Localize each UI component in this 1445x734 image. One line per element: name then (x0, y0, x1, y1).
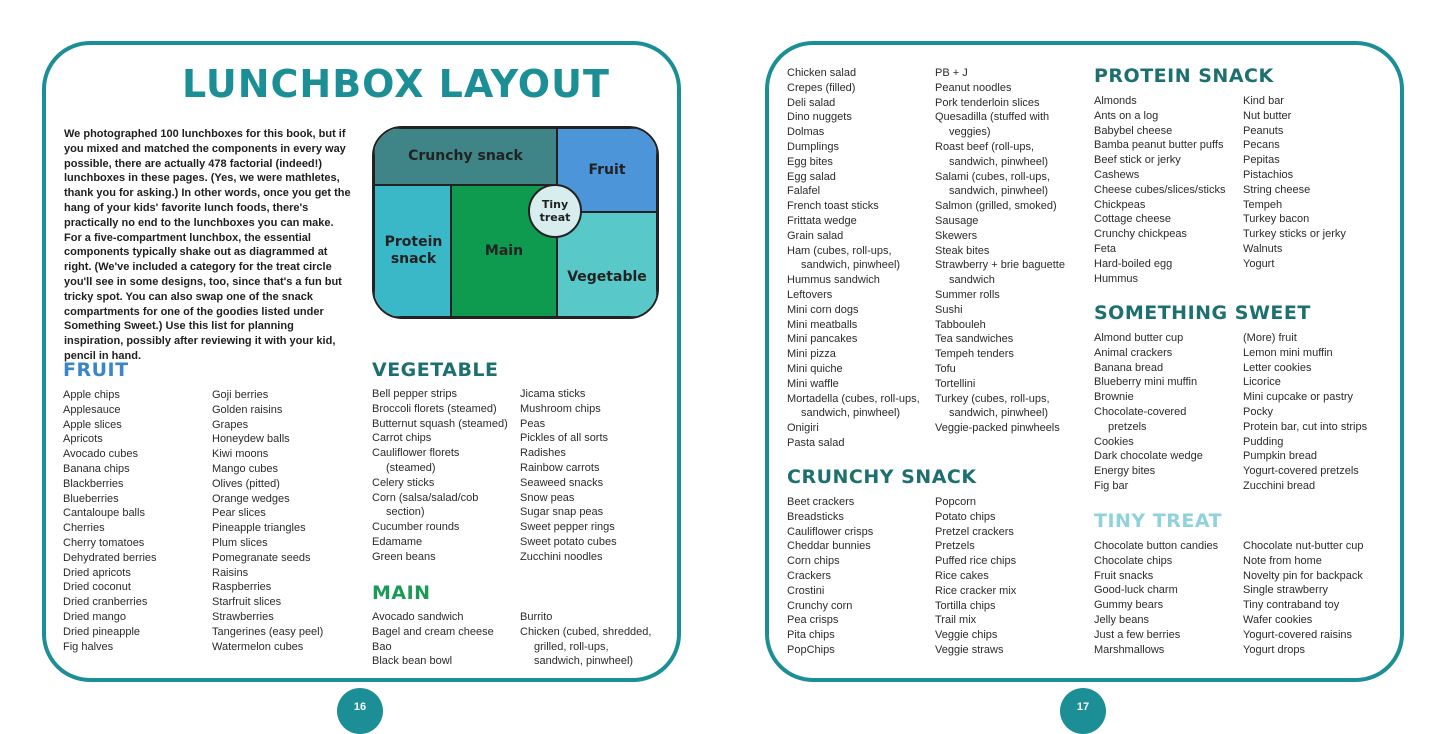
list-item: Potato chips (935, 510, 996, 523)
list-item: Licorice (1243, 376, 1281, 389)
list-item: Broccoli florets (steamed) (372, 402, 497, 415)
vegetable-list-1 (372, 387, 517, 565)
list-item: Yogurt drops (1243, 643, 1305, 656)
list-item: Brownie (1094, 391, 1134, 404)
list-item: Crackers (787, 569, 832, 582)
list-item: Radishes (520, 447, 566, 460)
list-item: Celery sticks (372, 476, 435, 489)
list-item: Edamame (372, 535, 423, 548)
list-item: Mushroom chips (520, 402, 601, 415)
list-item: Sausage (935, 214, 979, 227)
list-item: Crunchy corn (787, 599, 853, 612)
list-item: pretzels (1108, 420, 1147, 433)
diagram-vegetable: Vegetable (557, 212, 657, 317)
diagram-fruit: Fruit (557, 128, 657, 212)
list-item: Energy bites (1094, 465, 1156, 478)
list-item: sandwich (949, 274, 995, 287)
list-item: Orange wedges (212, 492, 290, 505)
list-item: Cucumber rounds (372, 521, 460, 534)
list-item: Veggie-packed pinwheels (935, 422, 1060, 435)
list-item: Mini cupcake or pastry (1243, 391, 1354, 404)
crunchy-list-1 (787, 495, 932, 658)
list-item: Cantaloupe balls (63, 507, 145, 520)
list-item: Seaweed snacks (520, 476, 604, 489)
list-item: Chocolate chips (1094, 554, 1173, 567)
list-item: Falafel (787, 185, 821, 198)
list-item: sandwich, pinwheel) (534, 655, 634, 668)
sweet-list-2 (1243, 331, 1391, 494)
list-item: Beef stick or jerky (1094, 154, 1181, 167)
list-item: Peanut noodles (935, 81, 1012, 94)
list-item: Fig halves (63, 640, 114, 653)
something-sweet-heading: SOMETHING SWEET (1094, 302, 1311, 324)
list-item: Cherry tomatoes (63, 536, 145, 549)
list-item: Lemon mini muffin (1243, 346, 1333, 359)
list-item: Rice cracker mix (935, 584, 1017, 597)
list-item: Blueberry mini muffin (1094, 376, 1198, 389)
list-item: Crostini (787, 584, 825, 597)
list-item: Pea crisps (787, 614, 839, 627)
list-item: Apple chips (63, 389, 120, 401)
list-item: Cashews (1094, 168, 1140, 181)
list-item: Deli salad (787, 96, 836, 109)
list-item: Salmon (grilled, smoked) (935, 200, 1057, 213)
list-item: Raspberries (212, 581, 272, 594)
list-item: Roast beef (roll-ups, (935, 140, 1035, 153)
list-item: Goji berries (212, 389, 269, 401)
list-item: Animal crackers (1094, 346, 1173, 359)
list-item: Dried coconut (63, 581, 131, 594)
list-item: Pudding (1243, 435, 1284, 448)
list-item: Cheese cubes/slices/sticks (1094, 183, 1226, 196)
list-item: Crunchy chickpeas (1094, 228, 1187, 241)
list-item: Honeydew balls (212, 433, 290, 446)
list-item: Jelly beans (1094, 613, 1150, 626)
list-item: Cheddar bunnies (787, 540, 871, 553)
list-item: Frittata wedge (787, 214, 857, 227)
list-item: Tempeh tenders (935, 348, 1014, 361)
list-item: Walnuts (1243, 242, 1283, 255)
list-item: Blueberries (63, 492, 119, 505)
list-item: Novelty pin for backpack (1243, 569, 1363, 582)
list-item: Hummus sandwich (787, 274, 880, 287)
list-item: Letter cookies (1243, 361, 1312, 374)
list-item: Turkey sticks or jerky (1243, 228, 1346, 241)
list-item: Good-luck charm (1094, 584, 1178, 597)
list-item: Breadsticks (787, 510, 844, 523)
list-item: Zucchini bread (1243, 479, 1316, 492)
list-item: Chocolate-covered (1094, 405, 1187, 418)
list-item: Mini quiche (787, 362, 843, 375)
list-item: Veggie straws (935, 643, 1004, 656)
list-item: (More) fruit (1243, 332, 1297, 344)
list-item: Pretzel crackers (935, 525, 1014, 538)
list-item: sandwich, pinwheel) (949, 155, 1049, 168)
list-item: Fig bar (1094, 479, 1129, 492)
list-item: Dried pineapple (63, 625, 141, 638)
list-item: PopChips (787, 643, 835, 656)
page-number-left: 16 (337, 688, 383, 734)
list-item: Raisins (212, 566, 249, 579)
list-item: Ants on a log (1094, 109, 1159, 122)
main-continued-list-1 (787, 66, 932, 451)
diagram-main: Main (451, 185, 557, 317)
list-item: Apple slices (63, 418, 122, 431)
list-item: Veggie chips (935, 629, 998, 642)
list-item: Gummy bears (1094, 599, 1164, 612)
list-item: Pork tenderloin slices (935, 96, 1040, 109)
list-item: Mini pancakes (787, 333, 858, 346)
list-item: Leftovers (787, 288, 833, 301)
list-item: Tangerines (easy peel) (212, 625, 324, 638)
list-item: Beet crackers (787, 496, 855, 508)
list-item: Turkey bacon (1243, 213, 1310, 226)
list-item: Yogurt-covered pretzels (1243, 465, 1359, 478)
list-item: Peanuts (1243, 124, 1284, 137)
list-item: Kiwi moons (212, 448, 269, 461)
list-item: Dried mango (63, 610, 126, 623)
list-item: Cherries (63, 522, 105, 535)
list-item: Tofu (935, 362, 956, 375)
list-item: Tortilla chips (935, 599, 996, 612)
list-item: Mini corn dogs (787, 303, 859, 316)
lunchbox-diagram (372, 126, 659, 319)
main-list-1 (372, 610, 517, 669)
list-item: Carrot chips (372, 432, 432, 445)
list-item: Bao (372, 640, 392, 653)
list-item: Babybel cheese (1094, 124, 1173, 137)
list-item: Olives (pitted) (212, 477, 280, 490)
list-item: Avocado cubes (63, 448, 139, 461)
fruit-list-2 (212, 388, 352, 654)
list-item: Mini pizza (787, 348, 836, 361)
list-item: section) (386, 506, 425, 519)
list-item: Snow peas (520, 491, 575, 504)
list-item: grilled, roll-ups, (534, 640, 609, 653)
list-item: Rainbow carrots (520, 461, 600, 474)
list-item: Almonds (1094, 95, 1137, 107)
list-item: Blackberries (63, 477, 124, 490)
list-item: Mortadella (cubes, roll-ups, (787, 392, 920, 405)
list-item: Dehydrated berries (63, 551, 157, 564)
list-item: Chocolate nut-butter cup (1243, 540, 1364, 552)
list-item: Pistachios (1243, 168, 1294, 181)
page-number-right: 17 (1060, 688, 1106, 734)
list-item: Chicken salad (787, 67, 857, 79)
list-item: Peas (520, 417, 546, 430)
list-item: sandwich, pinwheel) (949, 185, 1049, 198)
list-item: Sugar snap peas (520, 506, 604, 519)
list-item: Yogurt-covered raisins (1243, 628, 1353, 641)
list-item: Green beans (372, 550, 436, 563)
diagram-protein-snack: Protein snack (374, 185, 451, 317)
list-item: Strawberry + brie baguette (935, 259, 1065, 272)
list-item: Tempeh (1243, 198, 1283, 211)
list-item: Note from home (1243, 554, 1322, 567)
list-item: Kind bar (1243, 95, 1284, 107)
list-item: Mini meatballs (787, 318, 858, 331)
list-item: Pecans (1243, 139, 1280, 152)
list-item: Protein bar, cut into strips (1243, 420, 1368, 433)
list-item: Dino nuggets (787, 111, 852, 124)
list-item: Chicken (cubed, shredded, (520, 625, 652, 638)
list-item: Quesadilla (stuffed with (935, 111, 1050, 124)
list-item: Starfruit slices (212, 596, 282, 609)
list-item: Mini waffle (787, 377, 839, 390)
list-item: Hummus (1094, 272, 1139, 285)
tiny-list-2 (1243, 539, 1391, 657)
list-item: Wafer cookies (1243, 613, 1313, 626)
tiny-list-1 (1094, 539, 1242, 657)
list-item: Dark chocolate wedge (1094, 450, 1203, 463)
list-item: Tortellini (935, 377, 976, 390)
list-item: Sweet potato cubes (520, 535, 617, 548)
list-item: (steamed) (386, 461, 436, 474)
list-item: Cauliflower crisps (787, 525, 874, 538)
list-item: veggies) (949, 126, 991, 139)
list-item: Corn chips (787, 555, 840, 568)
list-item: Sushi (935, 303, 963, 316)
protein-list-2 (1243, 94, 1388, 272)
list-item: Grain salad (787, 229, 844, 242)
list-item: Cookies (1094, 435, 1134, 448)
list-item: Almond butter cup (1094, 332, 1184, 344)
crunchy-snack-heading: CRUNCHY SNACK (787, 466, 977, 488)
list-item: Egg salad (787, 170, 836, 183)
list-item: Skewers (935, 229, 978, 242)
list-item: Hard-boiled egg (1094, 257, 1173, 270)
fruit-list-1 (63, 388, 203, 654)
list-item: Dolmas (787, 126, 825, 139)
list-item: Marshmallows (1094, 643, 1165, 656)
list-item: Dried cranberries (63, 596, 148, 609)
list-item: Puffed rice chips (935, 555, 1017, 568)
list-item: Nut butter (1243, 109, 1292, 122)
list-item: Pocky (1243, 405, 1273, 418)
list-item: Pretzels (935, 540, 975, 553)
list-item: Banana chips (63, 462, 130, 475)
tiny-treat-heading: TINY TREAT (1094, 510, 1223, 532)
diagram-tiny-treat: Tiny treat (528, 184, 582, 238)
list-item: Black bean bowl (372, 655, 453, 668)
list-item: Turkey (cubes, roll-ups, (935, 392, 1050, 405)
list-item: Burrito (520, 611, 553, 623)
list-item: Fruit snacks (1094, 569, 1154, 582)
list-item: Salami (cubes, roll-ups, (935, 170, 1050, 183)
list-item: Pumpkin bread (1243, 450, 1317, 463)
list-item: Cauliflower florets (372, 447, 460, 460)
intro-paragraph: We photographed 100 lunchboxes for this book, but if you mixed and matched the components in every way possible, there are actually 478 factorial (indeed!) lunchboxes in these pages. (Yes, we were mathletes, thank you for asking.) In other words, once you get the hang of your kids' favorite lunch foods, there's practically no end to the lunchboxes you can make. For a five-compartment lunchbox, the essential components typically shake out as diagrammed at right. (We've included a category for the treat circle you'll see in some designs, too, since that's a fun but tricky spot. You can also swap one of the snack compartments for one of the goodies listed under Something Sweet.) Use this list for planning inspiration, possibly after reviewing it with your kid, pencil in hand. (64, 128, 351, 362)
list-item: Single strawberry (1243, 584, 1328, 597)
vegetable-heading: VEGETABLE (372, 359, 499, 381)
list-item: Onigiri (787, 422, 819, 435)
main-heading: MAIN (372, 582, 431, 604)
list-item: Just a few berries (1094, 628, 1181, 641)
list-item: Pasta salad (787, 436, 845, 449)
list-item: Pepitas (1243, 154, 1280, 167)
list-item: sandwich, pinwheel) (949, 407, 1049, 420)
list-item: Tea sandwiches (935, 333, 1014, 346)
list-item: Egg bites (787, 155, 833, 168)
list-item: sandwich, pinwheel) (801, 259, 901, 272)
main-continued-list-2 (935, 66, 1085, 436)
main-list-2 (520, 610, 665, 669)
list-item: Trail mix (935, 614, 977, 627)
list-item: Tabbouleh (935, 318, 986, 331)
list-item: Applesauce (63, 403, 121, 416)
list-item: Plum slices (212, 536, 268, 549)
list-item: Feta (1094, 242, 1117, 255)
list-item: Jicama sticks (520, 388, 586, 400)
list-item: Bagel and cream cheese (372, 625, 494, 638)
list-item: Popcorn (935, 496, 976, 508)
list-item: Bamba peanut butter puffs (1094, 139, 1224, 152)
list-item: Chocolate button candies (1094, 540, 1219, 552)
list-item: Zucchini noodles (520, 550, 603, 563)
list-item: French toast sticks (787, 200, 879, 213)
diagram-crunchy-snack: Crunchy snack (374, 128, 557, 185)
list-item: Yogurt (1243, 257, 1275, 270)
list-item: Apricots (63, 433, 103, 446)
list-item: Tiny contraband toy (1243, 599, 1340, 612)
protein-snack-heading: PROTEIN SNACK (1094, 65, 1274, 87)
vegetable-list-2 (520, 387, 660, 565)
list-item: Cottage cheese (1094, 213, 1172, 226)
list-item: Strawberries (212, 610, 274, 623)
list-item: Ham (cubes, roll-ups, (787, 244, 892, 257)
list-item: PB + J (935, 67, 968, 79)
list-item: Crepes (filled) (787, 81, 856, 94)
list-item: sandwich, pinwheel) (801, 407, 901, 420)
list-item: Chickpeas (1094, 198, 1146, 211)
list-item: String cheese (1243, 183, 1311, 196)
list-item: Corn (salsa/salad/cob (372, 491, 479, 504)
list-item: Summer rolls (935, 288, 1000, 301)
list-item: Grapes (212, 418, 249, 431)
list-item: Pear slices (212, 507, 266, 520)
list-item: Mango cubes (212, 462, 279, 475)
list-item: Dumplings (787, 140, 839, 153)
list-item: Pickles of all sorts (520, 432, 609, 445)
list-item: Bell pepper strips (372, 388, 457, 400)
list-item: Sweet pepper rings (520, 521, 615, 534)
fruit-heading: FRUIT (63, 359, 129, 381)
page-title: LUNCHBOX LAYOUT (182, 62, 610, 106)
list-item: Steak bites (935, 244, 990, 257)
list-item: Pomegranate seeds (212, 551, 311, 564)
list-item: Watermelon cubes (212, 640, 304, 653)
crunchy-list-2 (935, 495, 1080, 658)
list-item: Butternut squash (steamed) (372, 417, 508, 430)
list-item: Golden raisins (212, 403, 283, 416)
protein-list-1 (1094, 94, 1242, 286)
sweet-list-1 (1094, 331, 1242, 494)
list-item: Banana bread (1094, 361, 1164, 374)
list-item: Avocado sandwich (372, 611, 464, 623)
list-item: Pineapple triangles (212, 522, 306, 535)
list-item: Dried apricots (63, 566, 131, 579)
list-item: Pita chips (787, 629, 835, 642)
list-item: Rice cakes (935, 569, 989, 582)
